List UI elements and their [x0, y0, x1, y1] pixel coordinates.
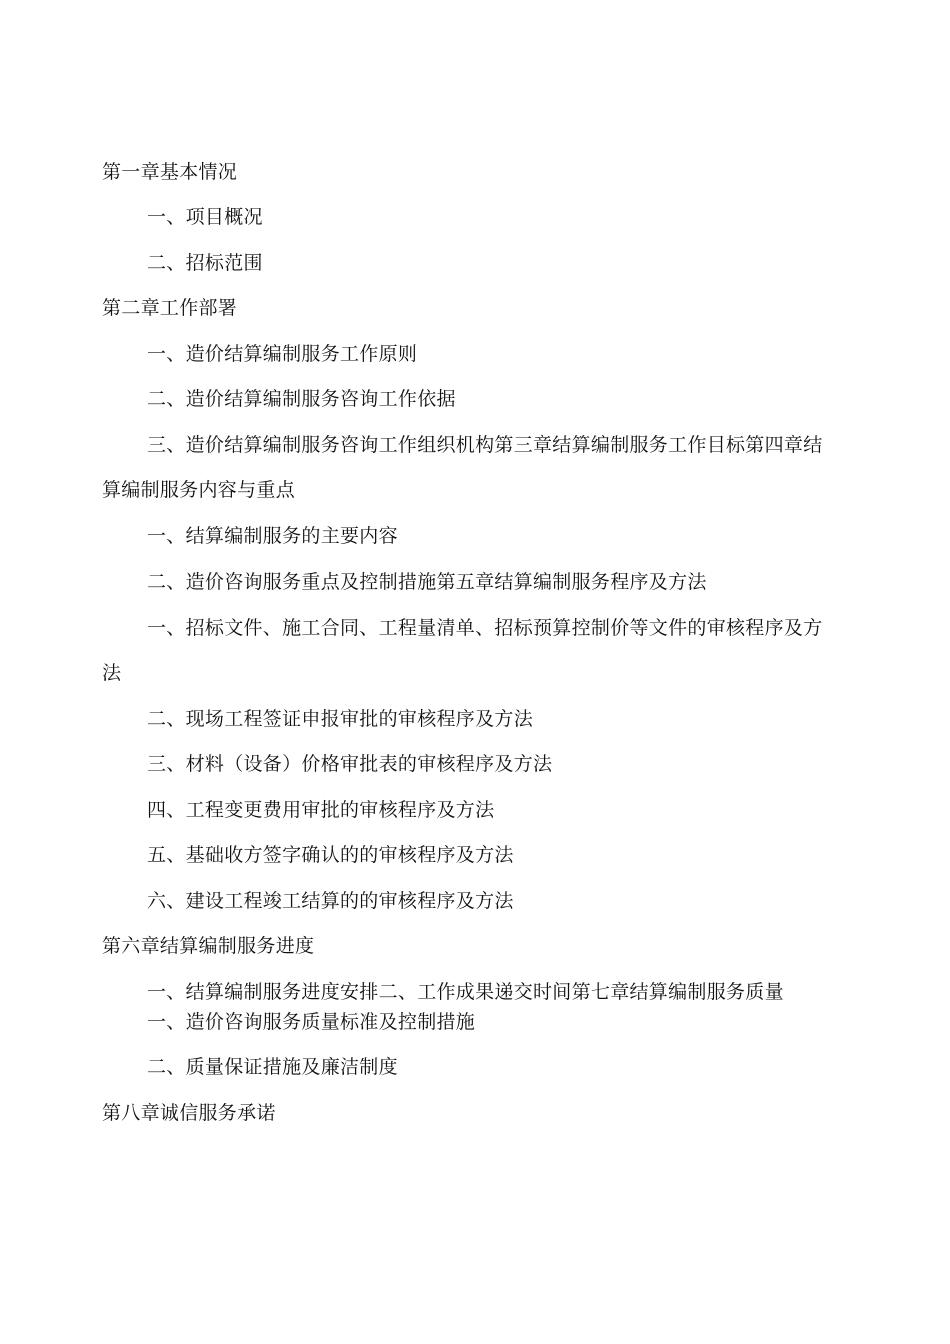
toc-section-5-1: 一、招标文件、施工合同、工程量清单、招标预算控制价等文件的审核程序及方 [147, 617, 823, 639]
toc-section-5-6: 六、建设工程竣工结算的的审核程序及方法 [147, 890, 514, 912]
toc-section-4-2: 二、造价咨询服务重点及控制措施第五章结算编制服务程序及方法 [147, 571, 707, 593]
toc-section-1-1: 一、项目概况 [147, 206, 263, 228]
toc-chapter-6: 第六章结算编制服务进度 [102, 935, 315, 957]
toc-section-5-4: 四、工程变更费用审批的审核程序及方法 [147, 799, 495, 821]
toc-section-2-3: 三、造价结算编制服务咨询工作组织机构第三章结算编制服务工作目标第四章结 [147, 434, 823, 456]
toc-section-7-1: 一、造价咨询服务质量标准及控制措施 [147, 1011, 476, 1033]
toc-section-2-1: 一、造价结算编制服务工作原则 [147, 343, 418, 365]
toc-section-5-3: 三、材料（设备）价格审批表的审核程序及方法 [147, 753, 553, 775]
toc-section-5-1-continued: 法 [102, 662, 122, 684]
toc-section-5-5: 五、基础收方签字确认的的审核程序及方法 [147, 844, 514, 866]
toc-section-1-2: 二、招标范围 [147, 252, 263, 274]
toc-section-5-2: 二、现场工程签证申报审批的审核程序及方法 [147, 708, 534, 730]
toc-section-6-1: 一、结算编制服务进度安排二、工作成果递交时间第七章结算编制服务质量 [147, 981, 784, 1003]
toc-chapter-1: 第一章基本情况 [102, 161, 238, 183]
toc-section-4-1: 一、结算编制服务的主要内容 [147, 525, 398, 547]
toc-section-2-3-continued: 算编制服务内容与重点 [102, 479, 296, 501]
toc-chapter-2: 第二章工作部署 [102, 297, 238, 319]
toc-section-7-2: 二、质量保证措施及廉洁制度 [147, 1056, 398, 1078]
toc-chapter-8: 第八章诚信服务承诺 [102, 1102, 276, 1124]
toc-section-2-2: 二、造价结算编制服务咨询工作依据 [147, 388, 456, 410]
